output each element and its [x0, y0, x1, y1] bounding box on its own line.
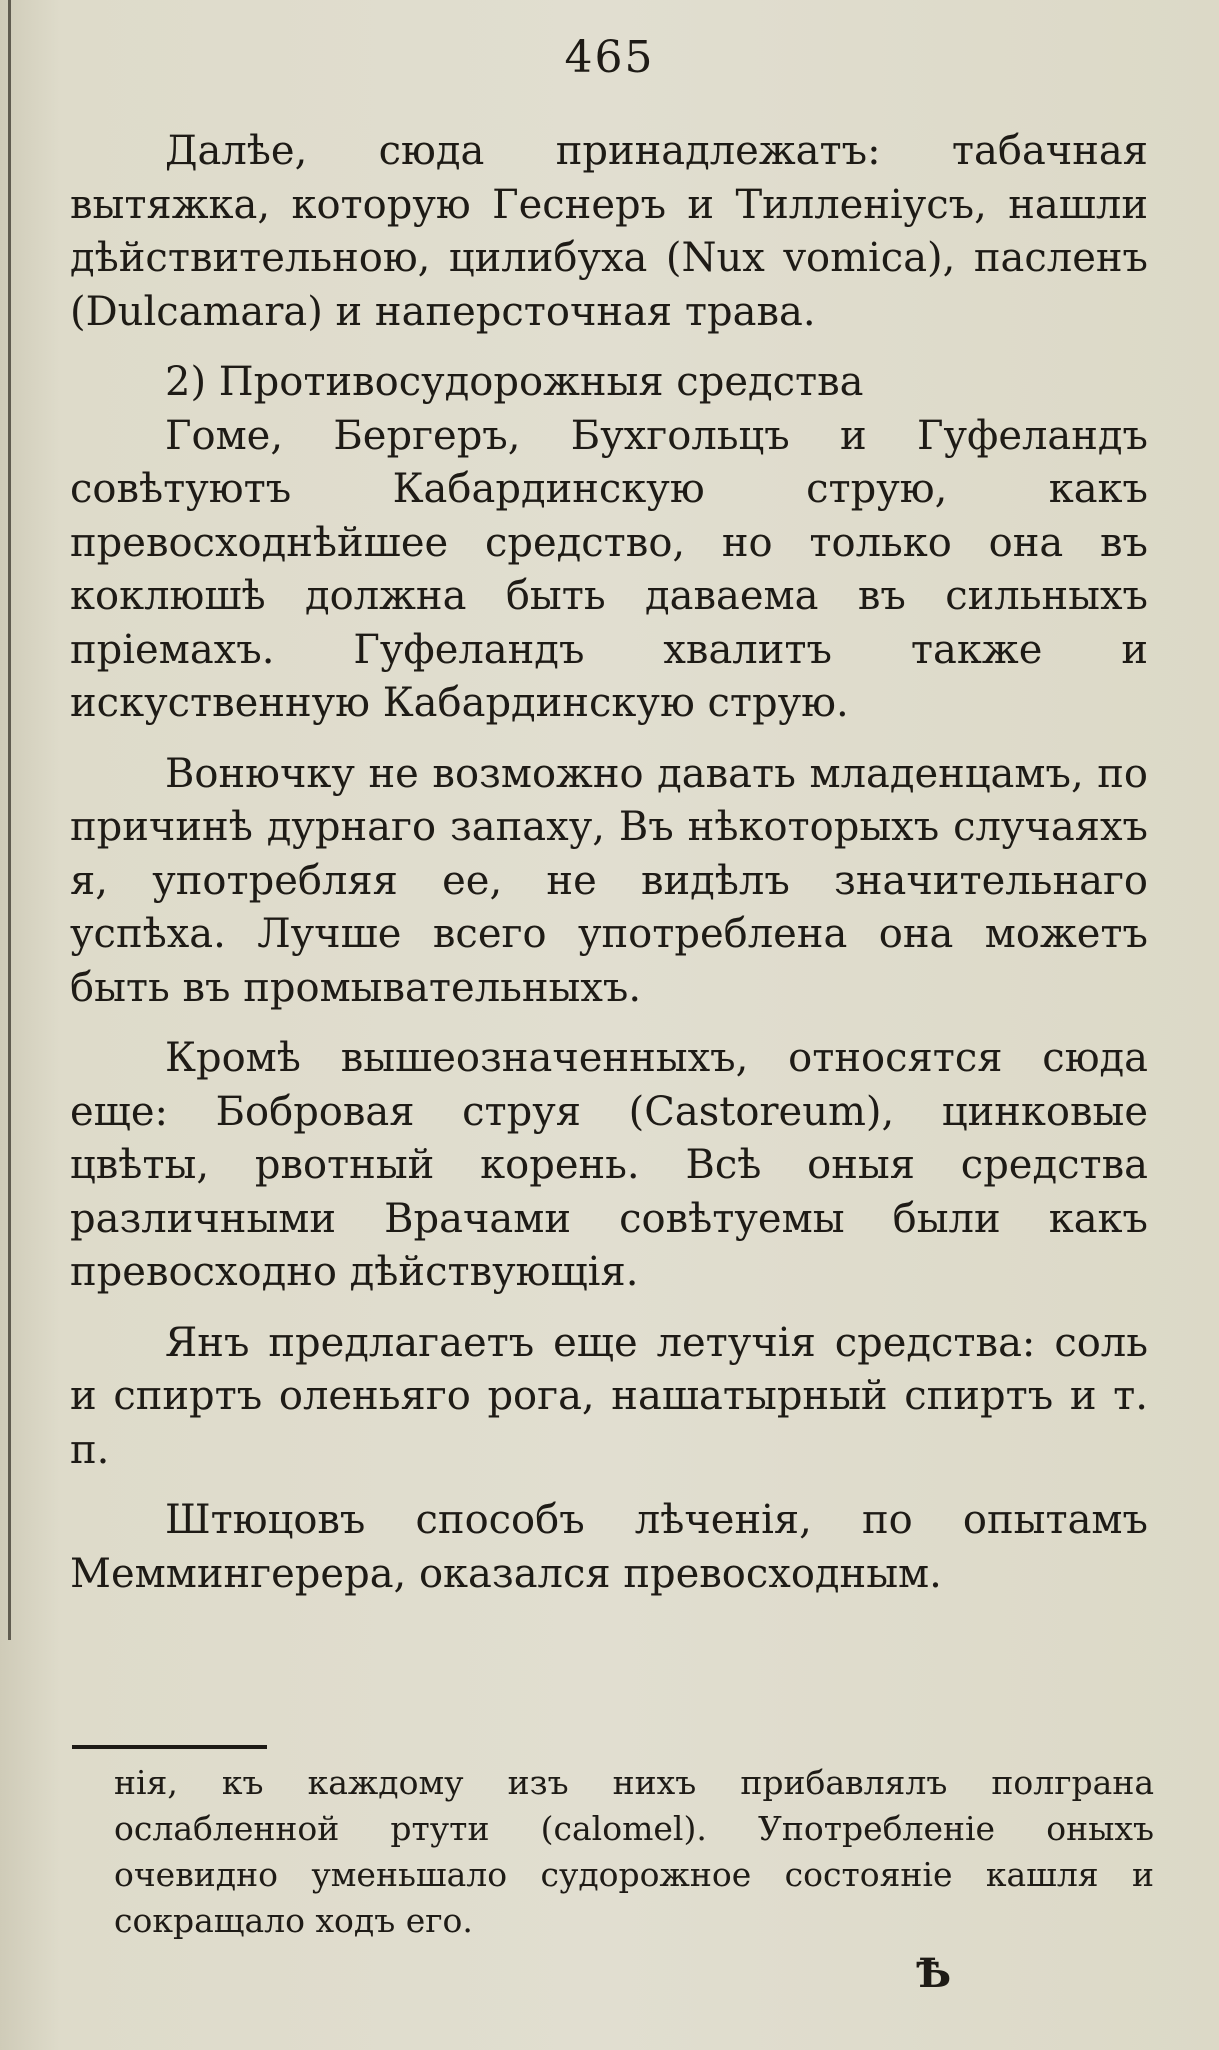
footnote-text: нія, къ каждому изъ нихъ прибавлялъ полграна ослабленной ртути (calomel). Употребленіе оныхъ очевидно уменьшало судорожное состояніе кашля и сокращало ходъ его.: [114, 1763, 1154, 1940]
section-heading: 2) Противосудорожныя средства: [165, 359, 864, 405]
paragraph-other-remedies: Кромѣ вышеозначенныхъ, относятся сюда еще: Бобровая струя (Castoreum), цинковые цвѣты, рвотный корень. Всѣ оныя средства различными Врачами совѣтуемы были какъ превосходно дѣйствующія.: [70, 1035, 1148, 1295]
catchword: Ѣ: [916, 1950, 952, 1997]
paragraph-tobacco: Далѣе, сюда принадлежатъ: табачная вытяжка, которую Геснеръ и Тилленіусъ, нашли дѣйствительною, цилибуха (Nux vomica), пасленъ (Dulcamara) и наперсточная трава.: [70, 128, 1148, 335]
paragraph-castoreum-recommendation: Гоме, Бергеръ, Бухгольцъ и Гуфеландъ совѣтуютъ Кабардинскую струю, какъ превосходнѣйшее средство, но только она въ коклюшѣ должна быть даваема въ сильныхъ пріемахъ. Гуфеландъ хвалитъ также и искуственную Кабардинскую струю.: [70, 412, 1148, 726]
paragraph-asafoetida: Вонючку не возможно давать младенцамъ, по причинѣ дурнаго запаху, Въ нѣкоторыхъ случаяхъ я, употребляя ее, не видѣлъ значительнаго успѣха. Лучше всего употреблена она можетъ быть въ промывательныхъ.: [70, 750, 1148, 1011]
paragraph-treatment-method: Штюцовъ способъ лѣченія, по опытамъ Меммингерера, оказался превосходным.: [70, 1497, 1148, 1597]
page-number: 465: [564, 32, 655, 83]
footnote: [114, 1760, 1154, 1944]
footnote-divider: [72, 1745, 267, 1749]
page-edge-line: [8, 0, 11, 1640]
main-text: [70, 125, 1148, 1601]
paragraph-volatile-remedies: Янъ предлагаетъ еще летучія средства: соль и спиртъ оленьяго рога, нашатырный спиртъ и т. п.: [70, 1319, 1148, 1473]
